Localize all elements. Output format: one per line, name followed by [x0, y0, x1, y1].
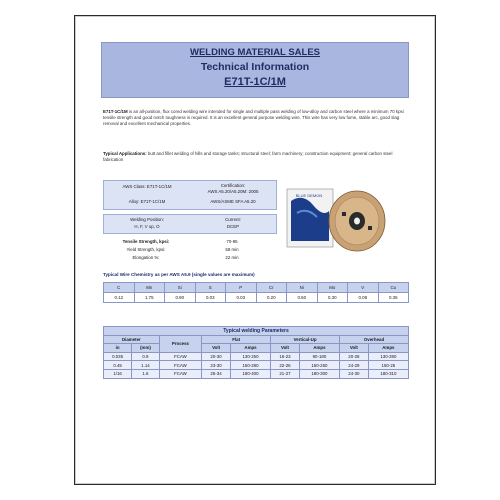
chem-value-cell: 0.30: [317, 293, 348, 303]
asme-spec: AWS/ASME SFA A5.20: [210, 199, 256, 204]
chemistry-value-row: [104, 293, 409, 303]
cell: 0.035: [104, 352, 132, 361]
chem-header-cell: Mn: [134, 283, 165, 293]
applications-text: butt and fillet welding of hills and storage tanks; structural steel; farm machinery; construction equipment; general carbon steel fabrication: [103, 151, 393, 163]
cell: 180-300: [299, 369, 339, 378]
chemistry-table: [103, 282, 409, 303]
cell: 20-30: [202, 352, 231, 361]
params-title-row: [104, 327, 409, 336]
title-banner: [101, 42, 409, 98]
cell: 25-34: [202, 369, 231, 378]
chem-header-cell: S: [195, 283, 226, 293]
overhead-volt-header: Volt: [340, 344, 369, 353]
product-code: E71T-1C/1M: [224, 76, 286, 88]
cell: 150-250: [299, 361, 339, 370]
cell: 1.14: [132, 361, 160, 370]
vertical-amps-header: Amps: [299, 344, 339, 353]
wire-spool-image: [283, 181, 391, 255]
alloy: Alloy: E71T-1C/1M: [128, 199, 166, 204]
cell: 180-400: [230, 369, 270, 378]
cell: FCAW: [159, 369, 201, 378]
cell: 0.45: [104, 361, 132, 370]
process-header: Process: [159, 335, 201, 352]
cell: 1/16: [104, 369, 132, 378]
overhead-header: Overhead: [340, 335, 409, 344]
params-title: Typical welding Parameters: [104, 327, 409, 336]
certification-label: Certification:: [220, 183, 246, 188]
chem-header-cell: Cu: [378, 283, 409, 293]
chemistry-title: Typical Wire Chemistry as per AWS A5.9 (single values are maximum): [103, 272, 255, 277]
aws-class: AWS Class: E71T-1C/1M: [122, 184, 172, 189]
mm-header: (mm): [132, 344, 160, 353]
current-value: DCEP: [226, 224, 240, 229]
classification-box: [103, 180, 277, 210]
certification-value: AWS A5.20/A5.20M: 2005: [207, 189, 259, 194]
cell: 150-280: [230, 361, 270, 370]
chem-header-cell: Si: [165, 283, 196, 293]
chemistry-header-row: [104, 283, 409, 293]
cell: 23-30: [202, 361, 231, 370]
product-description: [103, 109, 407, 128]
flat-amps-header: Amps: [230, 344, 270, 353]
vertical-up-header: Vertical-Up: [271, 335, 340, 344]
chem-value-cell: 0.90: [165, 293, 196, 303]
flat-volt-header: Volt: [202, 344, 231, 353]
document-type: Technical Information: [200, 61, 310, 73]
chem-header-cell: Ni: [287, 283, 318, 293]
welding-parameters-table: [103, 326, 409, 379]
chem-value-cell: 0.20: [256, 293, 287, 303]
params-group-row: [104, 335, 409, 344]
elongation-label: Elongation %:: [132, 255, 160, 260]
chem-header-cell: Cr: [256, 283, 287, 293]
cell: 20-28: [340, 352, 369, 361]
svg-text:BLUE DEMON: BLUE DEMON: [295, 193, 323, 198]
applications-label: Typical Applications:: [103, 151, 147, 156]
welding-position-box: [103, 214, 277, 234]
applications-paragraph: [103, 151, 403, 163]
table-row: [104, 361, 409, 370]
description-text: is an all-position, flux cored welding wire intended for single and multiple pass welding of low-alloy and carbon steel where a minimum 70 kpsi tensile strength and good notch toughness is required. It is an excellent general purpose welding wire. This wire has very low fume, stable arc, good slag removal and excellent mechanical properties.: [103, 109, 404, 127]
welding-position-value: H, F, V up, O: [134, 224, 160, 229]
elongation-value: 22 min: [225, 255, 239, 260]
table-row: [104, 369, 409, 378]
yield-value: 58 min: [225, 247, 239, 252]
vertical-volt-header: Volt: [271, 344, 300, 353]
cell: 21-27: [271, 369, 300, 378]
chem-header-cell: V: [348, 283, 379, 293]
flat-header: Flat: [202, 335, 271, 344]
cell: 22-26: [271, 361, 300, 370]
cell: 24-29: [340, 361, 369, 370]
cell: 16-23: [271, 352, 300, 361]
welding-position-label: Welding Position:: [130, 217, 164, 222]
cell: 0.9: [132, 352, 160, 361]
chem-value-cell: 0.50: [287, 293, 318, 303]
chem-value-cell: 0.08: [348, 293, 379, 303]
cell: 130-280: [368, 352, 408, 361]
company-name: WELDING MATERIAL SALES: [189, 47, 320, 58]
cell: 150-25: [368, 361, 408, 370]
current-label: Current:: [225, 217, 241, 222]
cell: 1.6: [132, 369, 160, 378]
overhead-amps-header: Amps: [368, 344, 408, 353]
chem-value-cell: 0.03: [195, 293, 226, 303]
table-row: [104, 352, 409, 361]
in-header: in: [104, 344, 132, 353]
chem-value-cell: 1.75: [134, 293, 165, 303]
cell: 180-310: [368, 369, 408, 378]
cell: 24-30: [340, 369, 369, 378]
mechanical-properties-box: [103, 238, 275, 262]
tensile-value: 70-95: [226, 239, 238, 244]
chem-header-cell: C: [104, 283, 135, 293]
cell: FCAW: [159, 352, 201, 361]
technical-sheet: [74, 15, 436, 485]
yield-label: Yield Strength, kpsi:: [126, 247, 166, 252]
params-subheader-row: [104, 344, 409, 353]
chem-header-cell: Mo: [317, 283, 348, 293]
chem-value-cell: 0.35: [378, 293, 409, 303]
chem-header-cell: P: [226, 283, 257, 293]
chem-value-cell: 0.12: [104, 293, 135, 303]
diameter-header: Diameter: [104, 335, 160, 344]
cell: 90-180: [299, 352, 339, 361]
description-lead: E71T-1C/1M: [103, 109, 128, 114]
cell: FCAW: [159, 361, 201, 370]
chem-value-cell: 0.03: [226, 293, 257, 303]
cell: 130-250: [230, 352, 270, 361]
tensile-label: Tensile Strength, kpsi:: [122, 239, 170, 244]
